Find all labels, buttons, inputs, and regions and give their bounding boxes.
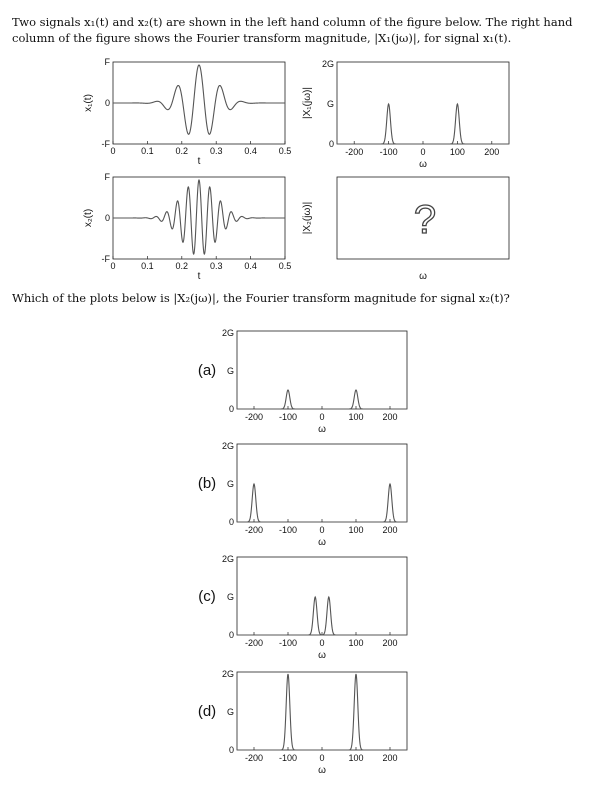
x-tick-label: -200: [244, 525, 264, 535]
x-tick-label: -200: [244, 638, 264, 648]
x-tick-label: -100: [278, 525, 298, 535]
question-paragraph: Which of the plots below is |X₂(jω)|, the Fourier transform magnitude for signal x₂(t)?: [12, 291, 510, 305]
y-tick-label: G: [226, 479, 234, 489]
x-axis-label: t: [197, 271, 201, 282]
plot-x1: [83, 57, 291, 167]
x-axis-label: ω: [318, 424, 326, 435]
y-tick-label: 2G: [221, 328, 234, 338]
plot-X1: [302, 59, 509, 170]
y-tick-label: 0: [228, 404, 234, 414]
y-tick-label: G: [226, 366, 234, 376]
x-tick-label: 0.2: [175, 261, 189, 271]
y-tick-label: 2G: [221, 441, 234, 451]
plot-frame: [337, 62, 509, 144]
x-tick-label: -100: [278, 638, 298, 648]
x-tick-label: 200: [484, 147, 500, 157]
x-tick-label: 0: [319, 525, 325, 535]
plot-X2: [302, 177, 509, 282]
x-tick-label: 0.1: [141, 146, 154, 156]
plot-a: [198, 328, 407, 435]
x-tick-label: 0.2: [175, 146, 189, 156]
plot-frame: [237, 557, 407, 635]
y-tick-label: -F: [101, 139, 110, 149]
y-tick-label: F: [104, 172, 110, 182]
x-tick-label: -200: [244, 753, 264, 763]
plot-d: [198, 669, 407, 776]
x-tick-label: 0.4: [244, 146, 257, 156]
question-mark-icon: ?: [413, 198, 437, 242]
x-tick-label: -100: [278, 412, 298, 422]
x-tick-label: 0.1: [141, 261, 154, 271]
x-tick-label: 0.3: [209, 146, 223, 156]
x-tick-label: -200: [345, 147, 364, 157]
y-axis-label: x₁(t): [83, 94, 94, 112]
x-tick-label: 100: [449, 147, 465, 157]
y-tick-label: G: [326, 99, 334, 109]
x-tick-label: 100: [348, 638, 364, 648]
x-tick-label: -100: [278, 753, 298, 763]
option-label: (b): [197, 475, 217, 492]
x-axis-label: ω: [318, 650, 326, 661]
x-tick-label: 100: [348, 525, 364, 535]
y-tick-label: 2G: [221, 669, 234, 679]
x-tick-label: 0.5: [278, 146, 292, 156]
x-axis-label: ω: [318, 765, 326, 776]
y-tick-label: 2G: [221, 554, 234, 564]
x-tick-label: 200: [382, 525, 398, 535]
y-tick-label: 0: [228, 517, 234, 527]
x-tick-label: 200: [382, 753, 398, 763]
option-label: (c): [198, 588, 216, 605]
x-axis-label: t: [197, 156, 201, 167]
x-axis-label: ω: [318, 537, 326, 548]
y-axis-label: |X₁(jω)|: [302, 87, 313, 119]
x-tick-label: 100: [348, 412, 364, 422]
y-tick-label: 0: [228, 630, 234, 640]
y-tick-label: G: [226, 707, 234, 717]
y-tick-label: 0: [228, 745, 234, 755]
x-tick-label: 0.3: [209, 261, 223, 271]
plot-x2: [83, 172, 291, 282]
y-tick-label: F: [104, 57, 110, 67]
option-label: (a): [197, 362, 217, 379]
x-tick-label: 0: [319, 638, 325, 648]
y-tick-label: 0: [104, 98, 110, 108]
y-tick-label: G: [226, 592, 234, 602]
plot-b: [198, 441, 407, 548]
intro-paragraph: Two signals x₁(t) and x₂(t) are shown in the left hand column of the figure below. The right hand column of the figure shows the Fourier transform magnitude, |X₁(jω)|, for signal x₁(t).: [12, 15, 573, 45]
y-axis-label: |X₂(jω)|: [302, 201, 313, 235]
x-tick-label: 0.5: [278, 261, 292, 271]
x-tick-label: 200: [382, 412, 398, 422]
x-tick-label: 0: [110, 146, 116, 156]
x-tick-label: 0.4: [244, 261, 257, 271]
x-axis-label: ω: [419, 271, 427, 282]
x-tick-label: 100: [348, 753, 364, 763]
plot-c: [198, 554, 407, 661]
plot-frame: [237, 331, 407, 409]
x-tick-label: 0: [319, 412, 325, 422]
plot-frame: [237, 444, 407, 522]
y-tick-label: -F: [101, 254, 110, 264]
plot-frame: [237, 672, 407, 750]
x-tick-label: -200: [244, 412, 264, 422]
y-tick-label: 2G: [321, 59, 334, 69]
x-tick-label: 0: [319, 753, 325, 763]
x-tick-label: -100: [379, 147, 398, 157]
x-axis-label: ω: [419, 159, 427, 170]
x-tick-label: 0: [420, 147, 426, 157]
option-label: (d): [197, 703, 217, 720]
y-tick-label: 0: [104, 213, 110, 223]
x-tick-label: 200: [382, 638, 398, 648]
y-tick-label: 0: [328, 139, 334, 149]
x-tick-label: 0: [110, 261, 116, 271]
y-axis-label: x₂(t): [83, 208, 94, 228]
